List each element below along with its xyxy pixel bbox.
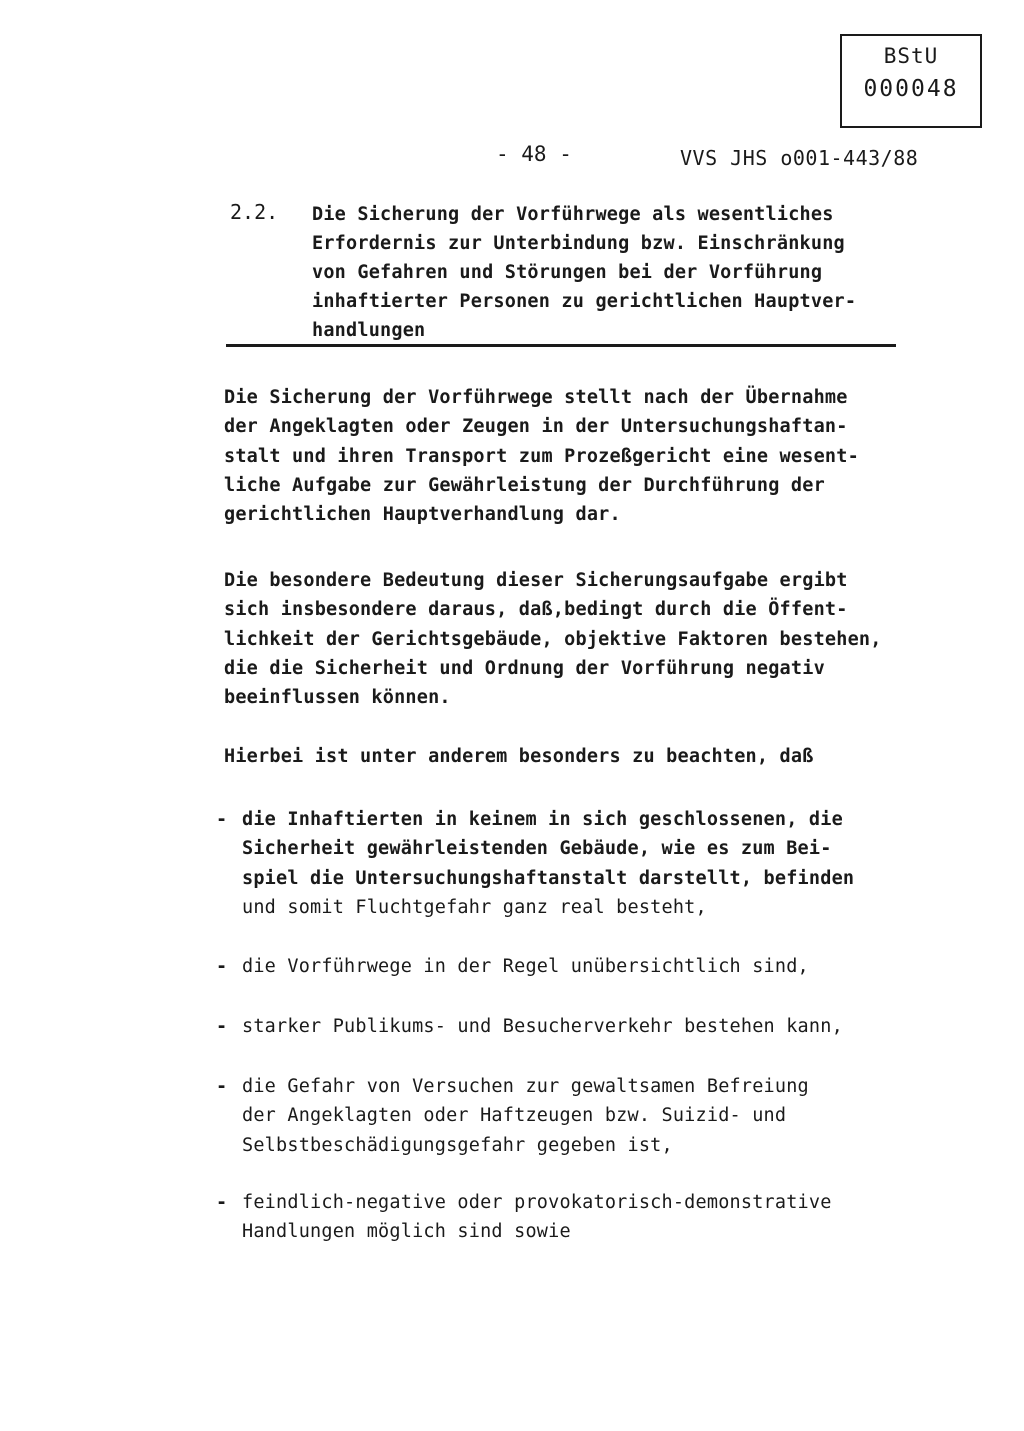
list-item [216,952,936,981]
heading-underline [226,344,896,347]
list-item-line: die Gefahr von Versuchen zur gewaltsamen Befreiung [242,1076,809,1097]
list-item-line: und somit Fluchtgefahr ganz real besteht, [242,896,707,918]
list-item [216,805,936,922]
paragraph-line: der Angeklagten oder Zeugen in der Untersuchungshaftan- [224,416,848,438]
heading-line: von Gefahren und Störungen bei der Vorführung [312,262,823,283]
paragraph-line: sich insbesondere daraus, daß,bedingt durch die Öffent- [224,599,848,621]
heading-line: Erfordernis zur Unterbindung bzw. Einschränkung [312,233,845,254]
list-item [216,1188,936,1247]
paragraph-line: beeinflussen können. [224,687,451,709]
list-item-line: Selbstbeschädigungsgefahr gegeben ist, [242,1134,673,1156]
paragraph-line: stalt und ihren Transport zum Prozeßgericht eine wesent- [224,445,859,467]
paragraph-line: Hierbei ist unter anderem besonders zu beachten, daß [224,746,814,767]
paragraph-vorfuehrwege [224,383,924,529]
heading-line: Die Sicherung der Vorführwege als wesentliches [312,204,834,225]
page-number: - 48 - [496,142,572,166]
list-item-line: spiel die Untersuchungshaftanstalt darstellt, befinden [242,867,855,889]
stamp-title: BStU [883,44,939,68]
stamp-number: 000048 [863,76,959,102]
paragraph-line: gerichtlichen Hauptverhandlung dar. [224,504,621,526]
paragraph-line: Die Sicherung der Vorführwege stellt nach der Übernahme [224,387,848,408]
paragraph-line: lichkeit der Gerichtsgebäude, objektive Faktoren bestehen, [224,628,882,650]
document-reference: VVS JHS o001-443/88 [680,146,919,170]
list-item [216,1012,936,1041]
paragraph-hierbei [224,742,924,771]
list-item-line: die Vorführwege in der Regel unübersichtlich sind, [242,956,809,977]
list-item-line: starker Publikums- und Besucherverkehr bestehen kann, [242,1016,843,1037]
bullet-dash: - [216,1192,228,1213]
list-item-line: der Angeklagten oder Haftzeugen bzw. Suizid- und [242,1105,787,1127]
bullet-dash: - [216,1076,228,1097]
heading-line: handlungen [312,320,426,341]
bullet-dash: - [216,956,228,977]
heading-line: inhaftierter Personen zu gerichtlichen Hauptver- [312,291,857,312]
paragraph-line: die die Sicherheit und Ordnung der Vorführung negativ [224,657,825,679]
list-item [216,1072,936,1160]
list-item-line: Sicherheit gewährleistenden Gebäude, wie es zum Bei- [242,838,832,860]
section-heading [312,200,912,345]
paragraph-line: liche Aufgabe zur Gewährleistung der Durchführung der [224,474,825,496]
paragraph-bedeutung [224,566,924,712]
paragraph-line: Die besondere Bedeutung dieser Sicherungsaufgabe ergibt [224,570,848,591]
list-item-line: Handlungen möglich sind sowie [242,1221,571,1243]
bullet-dash: - [216,1016,228,1037]
list-item-line: feindlich-negative oder provokatorisch-demonstrative [242,1192,832,1213]
section-number: 2.2. [230,200,279,224]
list-item-line: die Inhaftierten in keinem in sich geschlossenen, die [242,809,843,830]
bullet-dash: - [216,809,228,830]
archive-stamp [840,34,982,128]
